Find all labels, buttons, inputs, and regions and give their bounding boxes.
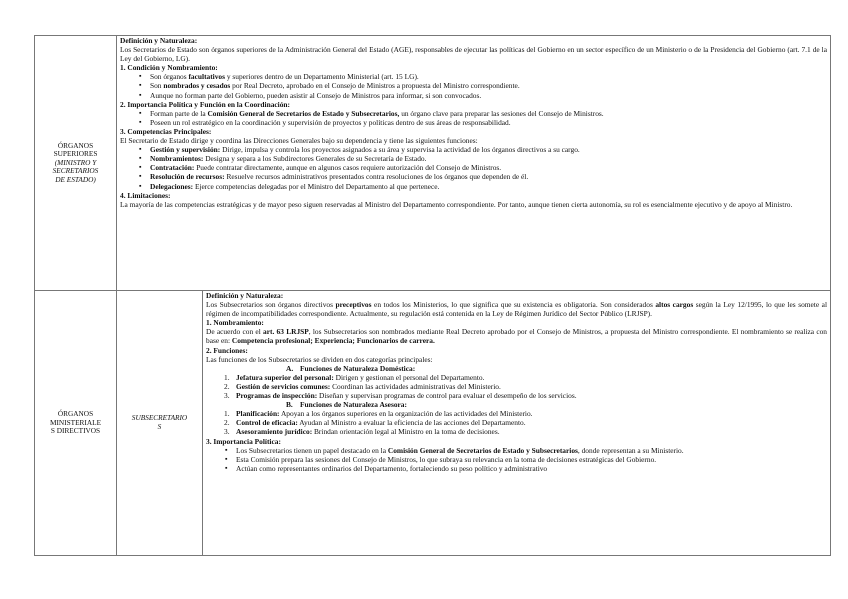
definition-text: Los Secretarios de Estado son órganos superiores de la Administración General del Estado (AGE), responsables de ejecutar las políticas del Gobierno en un sector específico de un Ministerio o de la Presidencia del Gobierno (art. 7.1 de la Ley del Gobierno, LG). [120,45,827,64]
list-item: 1. Planificación: Apoyan a los órganos superiores en la organización de las actividades del Ministerio. [224,409,533,419]
list-item: ▪ Actúan como representantes ordinarios del Departamento, fortaleciendo su peso político y administrativo [236,464,827,473]
list-item: 1. Jefatura superior del personal: Dirigen y gestionan el personal del Departamento. [224,372,485,382]
subsection-heading: B. Funciones de Naturaleza Asesora: [286,400,407,410]
category-line: MINISTERIALE [49,417,102,427]
section-heading: 1. Condición y Nombramiento: [120,63,218,73]
list-item: ▪ Delegaciones: Ejerce competencias delegadas por el Ministro del Departamento al que pertenece. [150,182,827,191]
section-text: La mayoría de las competencias estratégicas y de mayor peso siguen reservadas al Ministro del Departamento correspondiente. Por tanto, aunque tienen cierta autonomía, su rol es esencialmente ejecutivo y de apoyo al Ministro. [120,199,793,209]
list-item: ▪ Son nombrados y cesados por Real Decreto, aprobado en el Consejo de Ministros a propuesta del Ministro correspondiente. [150,81,827,90]
bullet-list [120,109,827,127]
category-line: SECRETARIOS [52,166,99,176]
list-item: ▪ Nombramientos: Designa y separa a los Subdirectores Generales de su Secretaría de Estado. [150,154,827,163]
definition-heading: Definición y Naturaleza: [206,291,284,300]
list-item: 2. Gestión de servicios comunes: Coordinan las actividades administrativas del Ministerio. [224,381,501,391]
bullet-list [120,145,827,190]
category-line: (MINISTRO Y [54,157,97,167]
numbered-list [206,409,827,436]
section-heading: 3. Importancia Política: [206,436,281,446]
content-cell-subsecretarios [203,291,831,556]
list-item: ▪ Aunque no forman parte del Gobierno, pueden asistir al Consejo de Ministros para informar, si son convocados. [150,91,827,100]
category-line: SUPERIORES [53,149,98,159]
section-text: De acuerdo con el art. 63 LRJSP, los Subsecretarios son nombrados mediante Real Decreto aprobado por el Consejo de Ministros, a propuesta del Ministro correspondiente. El nombramiento se realiza con base en: Competencia profesional; Experiencia; Funcionarios de carrera. [206,327,827,346]
category-line: S DIRECTIVOS [50,426,101,436]
list-item: ▪ Esta Comisión prepara las sesiones del Consejo de Ministros, lo que subraya su relevancia en la toma de decisiones estratégicas del Gobierno. [236,455,827,464]
list-item: 3. Programas de inspección: Diseñan y supervisan programas de control para evaluar el desempeño de los servicios. [224,391,577,401]
list-item: 2. Control de eficacia: Ayudan al Ministro a evaluar la eficiencia de las acciones del Departamento. [224,418,526,428]
list-item: ▪ Los Subsecretarios tienen un papel destacado en la Comisión General de Secretarios de Estado y Subsecretarios, donde representan a su Ministerio. [236,446,827,455]
category-cell-superiores [35,36,117,291]
list-item: ▪ Son órganos facultativos y superiores dentro de un Departamento Ministerial (art. 15 LG). [150,72,827,81]
section-heading: 3. Competencias Principales: [120,126,212,136]
content-cell-superiores [117,36,831,291]
bullet-list [120,72,827,99]
definition-text: Los Subsecretarios son órganos directivos preceptivos en todos los Ministerios, lo que significa que su existencia es obligatoria. Son considerados altos cargos según la Ley 12/1995, lo que les somete al régimen de incompatibilidades correspondiente. Actualmente, su regulación está contenida en la Ley de Régimen Jurídico del Sector Público (LRJSP). [206,300,827,319]
subsection-heading: A. Funciones de Naturaleza Doméstica: [286,363,416,373]
section-heading: 2. Funciones: [206,345,248,355]
subcategory-line: SUBSECRETARIO [131,413,188,423]
list-item: ▪ Resolución de recursos: Resuelve recursos administrativos presentados contra resoluciones de los órganos que dependen de él. [150,172,827,181]
list-item: ▪ Contratación: Puede contratar directamente, aunque en algunos casos requiere autorización del Consejo de Ministros. [150,163,827,172]
category-line: DE ESTADO) [55,174,96,184]
section-intro: El Secretario de Estado dirige y coordina las Direcciones Generales bajo su dependencia y tiene las siguientes funciones: [120,136,478,146]
section-intro: Las funciones de los Subsecretarios se dividen en dos categorías principales: [206,354,433,364]
category-line: ÓRGANOS [57,409,94,419]
subcategory-cell [117,291,203,556]
list-item: ▪ Gestión y supervisión: Dirige, impulsa y controla los proyectos asignados a su área y supervisa la actividad de los órganos directivos a su cargo. [150,145,827,154]
row-organos-directivos [35,291,831,556]
section-heading: 4. Limitaciones: [120,190,171,200]
subcategory-line: S [157,422,162,431]
category-cell-directivos [35,291,117,556]
list-item: 3. Asesoramiento jurídico: Brindan orientación legal al Ministro en la toma de decisiones. [224,427,500,437]
section-heading: 1. Nombramiento: [206,318,264,328]
section-heading: 2. Importancia Política y Función en la Coordinación: [120,99,290,109]
bullet-list [206,446,827,473]
content-table [34,35,831,556]
definition-heading: Definición y Naturaleza: [120,36,198,45]
numbered-list [206,373,827,400]
row-organos-superiores [35,36,831,291]
list-item: ▪ Forman parte de la Comisión General de Secretarios de Estado y Subsecretarios, un órgano clave para preparar las sesiones del Consejo de Ministros. [150,109,827,118]
list-item: ▪ Poseen un rol estratégico en la coordinación y supervisión de proyectos y políticas dentro de sus áreas de responsabilidad. [150,118,827,127]
category-line: ÓRGANOS [57,140,94,150]
